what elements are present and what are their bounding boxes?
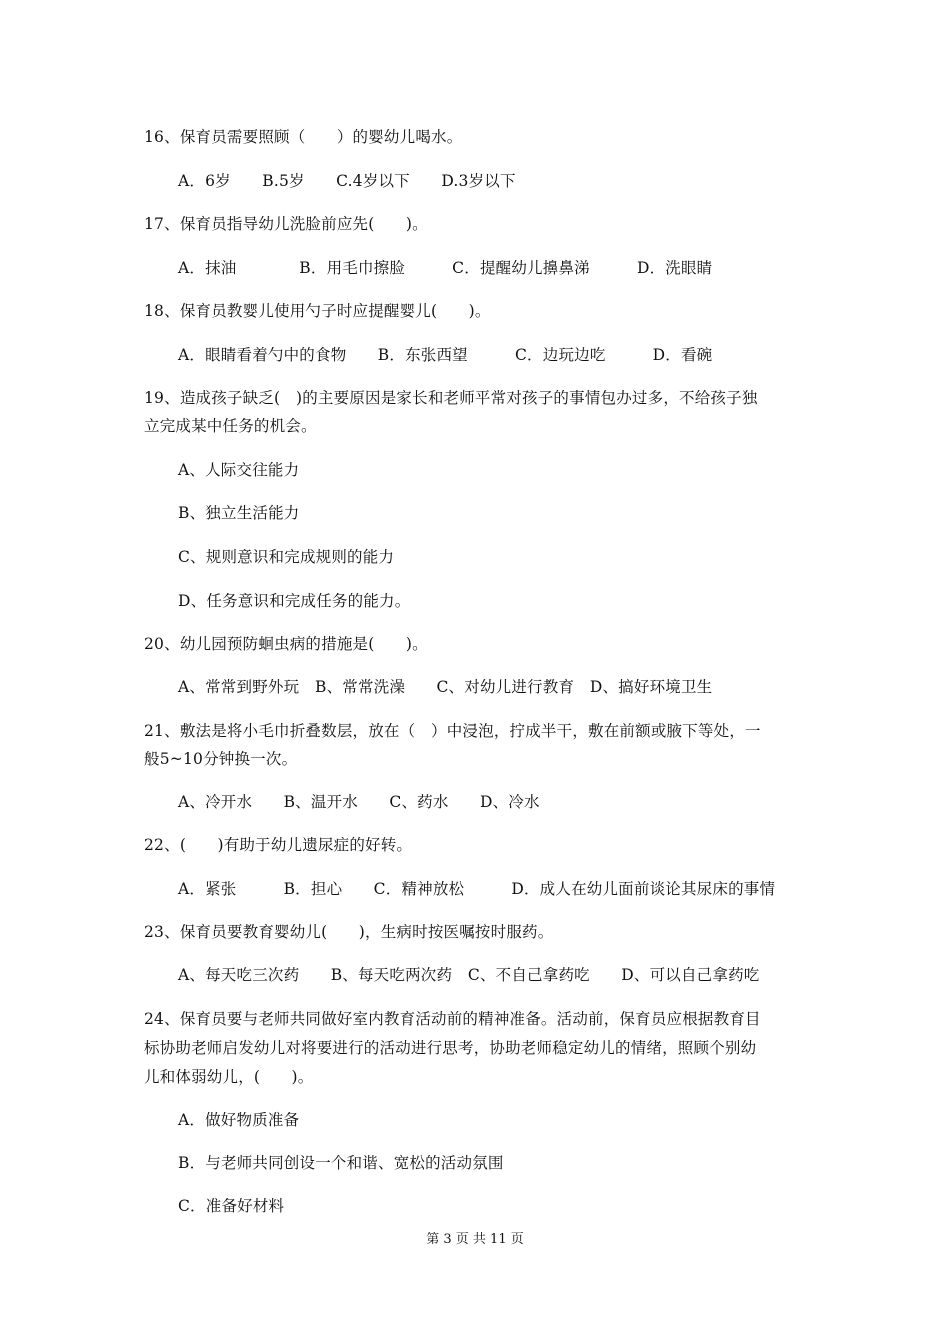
question-19-option-c: C、规则意识和完成规则的能力 xyxy=(178,548,395,566)
question-24-stem-line-1: 24、保育员要与老师共同做好室内教育活动前的精神准备。活动前，保育员应根据教育目 xyxy=(144,1010,761,1028)
question-19-option-a: A、人际交往能力 xyxy=(178,461,300,479)
question-24-stem-line-2: 标协助老师启发幼儿对将要进行的活动进行思考，协助老师稳定幼儿的情绪，照顾个别幼 xyxy=(144,1039,757,1057)
question-17-stem: 17、保育员指导幼儿洗脸前应先( )。 xyxy=(144,215,428,233)
question-24-option-b: B．与老师共同创设一个和谐、宽松的活动氛围 xyxy=(178,1154,504,1172)
question-24-stem-line-3: 儿和体弱幼儿，( )。 xyxy=(144,1068,314,1086)
question-23-stem: 23、保育员要教育婴幼儿( )，生病时按医嘱按时服药。 xyxy=(144,923,554,941)
question-20-stem: 20、幼儿园预防蛔虫病的措施是( )。 xyxy=(144,635,428,653)
question-18-options: A．眼睛看着勺中的食物 B．东张西望 C．边玩边吃 D．看碗 xyxy=(178,346,713,364)
question-18-stem: 18、保育员教婴儿使用勺子时应提醒婴儿( )。 xyxy=(144,302,491,320)
question-24-option-c: C．准备好材料 xyxy=(178,1197,285,1215)
page-footer: 第 3 页 共 11 页 xyxy=(426,1232,524,1247)
question-24-option-a: A．做好物质准备 xyxy=(178,1111,300,1129)
question-22-options: A．紧张 B．担心 C．精神放松 D．成人在幼儿面前谈论其尿床的事情 xyxy=(178,880,776,898)
question-20-options: A、常常到野外玩 B、常常洗澡 C、对幼儿进行教育 D、搞好环境卫生 xyxy=(178,678,713,696)
question-19-option-b: B、独立生活能力 xyxy=(178,504,300,522)
question-19-stem-line-1: 19、造成孩子缺乏( )的主要原因是家长和老师平常对孩子的事情包办过多，不给孩子独 xyxy=(144,389,758,407)
question-16-options: A．6岁 B.5岁 C.4岁以下 D.3岁以下 xyxy=(178,172,516,190)
question-21-stem-line-1: 21、敷法是将小毛巾折叠数层，放在（ ）中浸泡，拧成半干，敷在前额或腋下等处，一 xyxy=(144,722,761,740)
question-21-options: A、冷开水 B、温开水 C、药水 D、冷水 xyxy=(178,793,540,811)
question-16-stem: 16、保育员需要照顾（ ）的婴幼儿喝水。 xyxy=(144,128,463,146)
question-17-options: A．抹油 B．用毛巾擦脸 C．提醒幼儿擤鼻涕 D．洗眼睛 xyxy=(178,259,713,277)
question-19-stem-line-2: 立完成某中任务的机会。 xyxy=(144,417,317,435)
question-21-stem-line-2: 般5~10分钟换一次。 xyxy=(144,750,298,768)
question-22-stem: 22、( )有助于幼儿遗尿症的好转。 xyxy=(144,836,413,854)
question-23-options: A、每天吃三次药 B、每天吃两次药 C、不自己拿药吃 D、可以自己拿药吃 xyxy=(178,966,760,984)
question-19-option-d: D、任务意识和完成任务的能力。 xyxy=(178,592,411,610)
